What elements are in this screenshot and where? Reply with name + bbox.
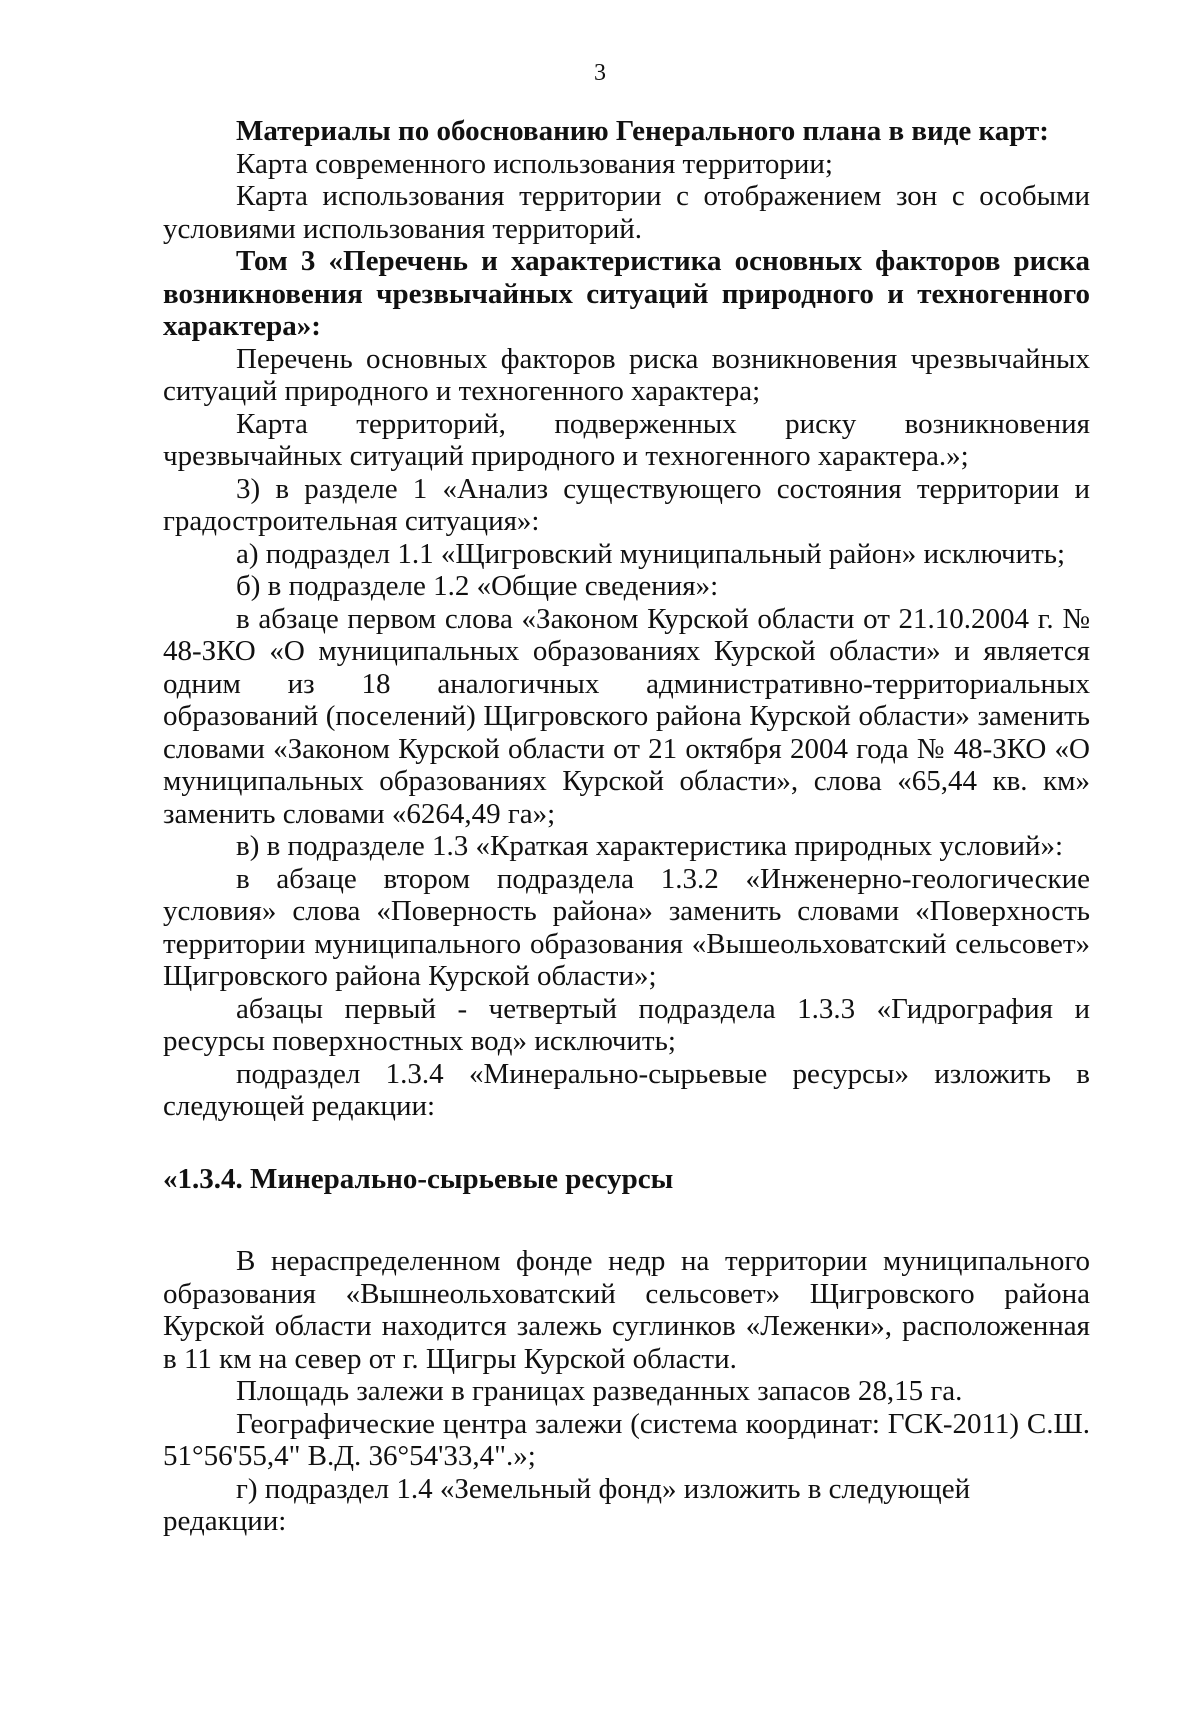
document-body [163,115,1090,1538]
paragraph: подраздел 1.3.4 «Минерально-сырьевые ресурсы» изложить в следующей редакции: [163,1057,1090,1122]
section-heading: «1.3.4. Минерально-сырьевые ресурсы [163,1162,674,1195]
paragraph: в) в подразделе 1.3 «Краткая характеристика природных условий»: [236,830,1064,862]
paragraph: Перечень основных факторов риска возникновения чрезвычайных ситуаций природного и техногенного характера; [163,342,1090,407]
paragraph: в абзаце первом слова «Законом Курской области от 21.10.2004 г. № 48-ЗКО «О муниципальных образованиях Курской области» и является одним из 18 аналогичных административно-территориальных образований (поселений) Щигровского района Курской области» заменить словами «Законом Курской области от 21 октября 2004 года № 48-ЗКО «О муниципальных образованиях Курской области», слова «65,44 кв. км» заменить словами «6264,49 га»; [163,602,1090,830]
paragraph: в абзаце втором подраздела 1.3.2 «Инженерно-геологические условия» слова «Поверность района» заменить словами «Поверхность территории муниципального образования «Вышеольховатский сельсовет» Щигровского района Курской области»; [163,862,1090,992]
paragraph: а) подраздел 1.1 «Щигровский муниципальный район» исключить; [236,537,1066,570]
paragraph: абзацы первый - четвертый подраздела 1.3.3 «Гидрография и ресурсы поверхностных вод» исключить; [163,992,1090,1057]
volume-heading: Том 3 «Перечень и характеристика основных факторов риска возникновения чрезвычайных ситуаций природного и техногенного характера»: [163,245,1090,342]
paragraph: Карта территорий, подверженных риску возникновения чрезвычайных ситуаций природного и техногенного характера.»; [163,407,1090,472]
paragraph: б) в подразделе 1.2 «Общие сведения»: [236,570,719,602]
paragraph: Карта современного использования территории; [236,147,833,180]
paragraph: г) подраздел 1.4 «Земельный фонд» изложить в следующей редакции: [163,1472,971,1537]
paragraph: В нераспределенном фонде недр на территории муниципального образования «Вышнеольховатский сельсовет» Щигровского района Курской области находится залежь суглинков «Леженки», расположенная в 11 км на север от г. Щигры Курской области. [163,1245,1090,1375]
page-number: 3 [594,60,606,86]
paragraph: Географические центра залежи (система координат: ГСК-2011) С.Ш. 51°56'55,4" В.Д. 36°54'33,4".»; [163,1407,1090,1472]
paragraph: 3) в разделе 1 «Анализ существующего состояния территории и градостроительная ситуация»: [163,472,1090,537]
paragraph: Карта использования территории с отображением зон с особыми условиями использования территорий. [163,180,1090,245]
materials-heading: Материалы по обоснованию Генерального плана в виде карт: [236,115,1049,147]
paragraph: Площадь залежи в границах разведанных запасов 28,15 га. [236,1375,963,1407]
